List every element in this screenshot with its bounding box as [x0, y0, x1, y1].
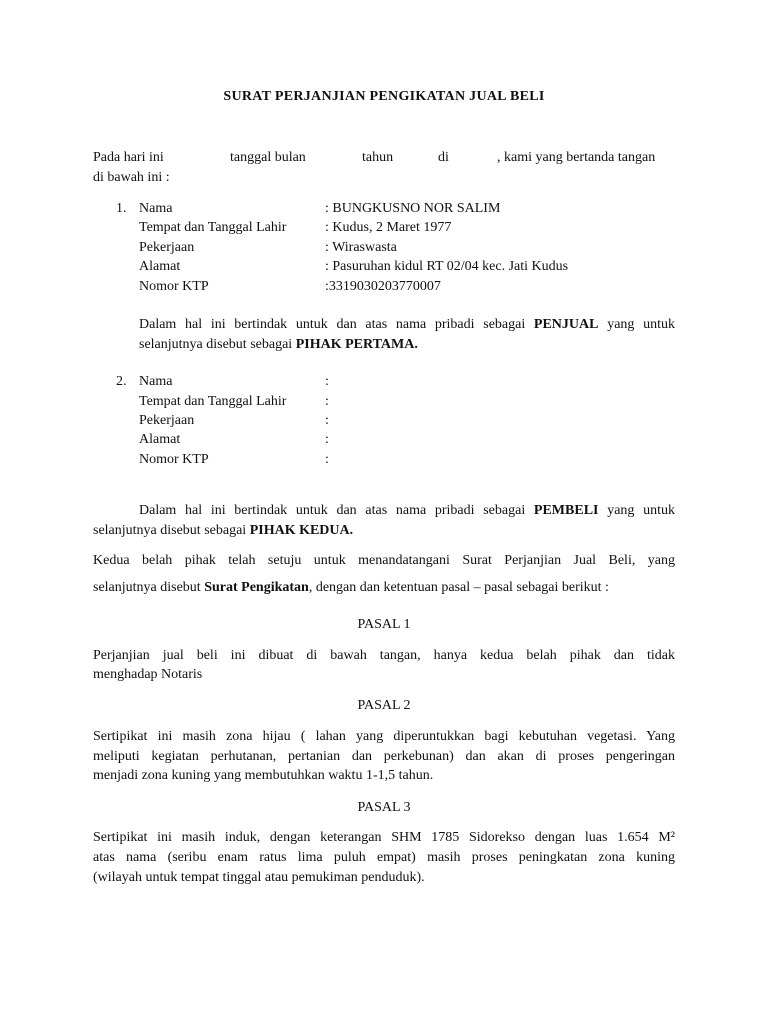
- party-1-role-line: Dalam hal ini bertindak untuk dan atas nama pribadi sebagai PENJUAL yang untuk: [139, 317, 675, 332]
- party-2-label-ttl: Tempat dan Tanggal Lahir: [139, 394, 287, 409]
- party-2-number: 2.: [116, 374, 127, 389]
- party-2-role-line: Dalam hal ini bertindak untuk dan atas nama pribadi sebagai PEMBELI yang untuk: [139, 503, 676, 518]
- pasal-3-line-1: Sertipikat ini masih induk, dengan keterangan SHM 1785 Sidorekso dengan luas 1.654 M²: [93, 830, 675, 845]
- party-1-value-ttl: : Kudus, 2 Maret 1977: [325, 220, 452, 235]
- party-1-label-nama: Nama: [139, 201, 173, 216]
- pasal-1-heading: PASAL 1: [357, 617, 411, 632]
- party-1-value-ktp: :3319030203770007: [325, 279, 441, 294]
- pasal-3-heading: PASAL 3: [357, 800, 411, 815]
- party-2-value-ttl: :: [325, 394, 329, 409]
- pasal-3-line-3: (wilayah untuk tempat tinggal atau pemukiman penduduk).: [93, 870, 425, 885]
- role-penjual: PENJUAL: [533, 317, 599, 332]
- party-1-value-nama: : BUNGKUSNO NOR SALIM: [325, 201, 501, 216]
- party-1-label-alamat: Alamat: [139, 259, 181, 274]
- party-1-label-ttl: Tempat dan Tanggal Lahir: [139, 220, 287, 235]
- party-2-role-line-2: selanjutnya disebut sebagai PIHAK KEDUA.: [93, 523, 354, 538]
- pasal-3-line-2: atas nama (seribu enam ratus lima puluh empat) masih proses peningkatan zona kuning: [93, 850, 675, 865]
- pasal-2-line-1: Sertipikat ini masih zona hijau ( lahan yang diperuntukkan bagi kebutuhan vegetasi. Yang: [93, 729, 675, 744]
- party-1-value-pekerjaan: : Wiraswasta: [325, 240, 397, 255]
- party-2-label-ktp: Nomor KTP: [139, 452, 209, 467]
- surat-pengikatan: Surat Pengikatan: [204, 580, 309, 595]
- agreement-line-1: Kedua belah pihak telah setuju untuk menandatangani Surat Perjanjian Jual Beli, yang: [93, 553, 675, 568]
- party-2-value-nama: :: [325, 374, 329, 389]
- party-1-label-ktp: Nomor KTP: [139, 279, 209, 294]
- pasal-2-line-2: meliputi kegiatan perhutanan, pertanian dan perkebunan) dan akan di proses pengeringan: [93, 749, 675, 764]
- agreement-line-2: selanjutnya disebut Surat Pengikatan, dengan dan ketentuan pasal – pasal sebagai berikut :: [93, 580, 609, 595]
- intro-tanggal-bulan: tanggal bulan: [230, 150, 306, 165]
- intro-line-2: di bawah ini :: [93, 170, 170, 185]
- party-2-label-alamat: Alamat: [139, 432, 181, 447]
- intro-di: di: [438, 150, 449, 165]
- party-1-label-pekerjaan: Pekerjaan: [139, 240, 195, 255]
- intro-kami: , kami yang bertanda tangan: [497, 150, 656, 165]
- party-2-label-pekerjaan: Pekerjaan: [139, 413, 195, 428]
- role-pembeli: PEMBELI: [533, 503, 599, 518]
- party-1-value-alamat: : Pasuruhan kidul RT 02/04 kec. Jati Kudus: [325, 259, 569, 274]
- party-2-value-alamat: :: [325, 432, 329, 447]
- party-1-role-line-2: selanjutnya disebut sebagai PIHAK PERTAMA.: [139, 337, 418, 352]
- pihak-pertama: PIHAK PERTAMA.: [295, 337, 418, 352]
- pihak-kedua: PIHAK KEDUA.: [249, 523, 354, 538]
- party-2-value-ktp: :: [325, 452, 329, 467]
- party-2-label-nama: Nama: [139, 374, 173, 389]
- pasal-2-heading: PASAL 2: [357, 698, 411, 713]
- intro-tahun: tahun: [362, 150, 394, 165]
- pasal-1-line-2: menghadap Notaris: [93, 667, 203, 682]
- pasal-2-line-3: menjadi zona kuning yang membutuhkan waktu 1-1,5 tahun.: [93, 768, 434, 783]
- intro-pada-hari-ini: Pada hari ini: [93, 150, 164, 165]
- pasal-1-line-1: Perjanjian jual beli ini dibuat di bawah tangan, hanya kedua belah pihak dan tidak: [93, 648, 675, 663]
- party-1-number: 1.: [116, 201, 127, 216]
- document-title: SURAT PERJANJIAN PENGIKATAN JUAL BELI: [223, 89, 545, 104]
- party-2-value-pekerjaan: :: [325, 413, 329, 428]
